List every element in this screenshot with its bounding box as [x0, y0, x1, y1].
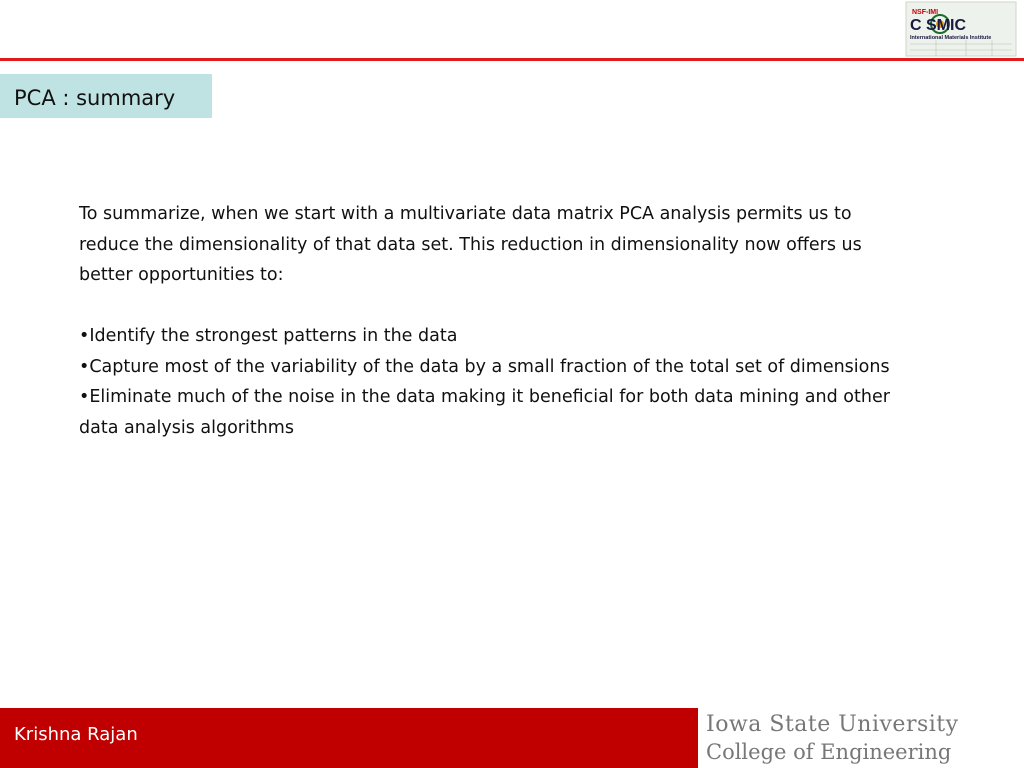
slide-body — [79, 199, 914, 443]
slide-title-box — [0, 74, 212, 118]
bullet-item: •Capture most of the variability of the data by a small fraction of the total set of dimensions — [79, 356, 890, 377]
footer-bar — [0, 708, 1024, 768]
bullet-item: •Identify the strongest patterns in the data — [79, 326, 458, 346]
header-rule — [0, 58, 1024, 61]
paragraph-gap — [79, 291, 914, 322]
intro-paragraph: To summarize, when we start with a multivariate data matrix PCA analysis permits us to reduce the dimensionality of that data set. This reduction in dimensionality now offers us better opportunities to: — [79, 204, 862, 285]
logo-subtitle: International Materials Institute — [910, 35, 992, 41]
cosmic-logo — [896, 0, 1020, 58]
author-name: Krishna Rajan — [14, 724, 138, 745]
bullet-item: •Eliminate much of the noise in the data making it beneficial for both data mining and other data analysis algorithms — [79, 387, 890, 438]
university-name: Iowa State University — [706, 712, 959, 737]
logo-wordmark: C SMIC — [910, 17, 966, 34]
logo-top-text: NSF-IMI — [912, 9, 939, 16]
college-name: College of Engineering — [706, 740, 952, 764]
slide-title: PCA : summary — [14, 86, 176, 110]
university-logo — [698, 708, 1024, 768]
